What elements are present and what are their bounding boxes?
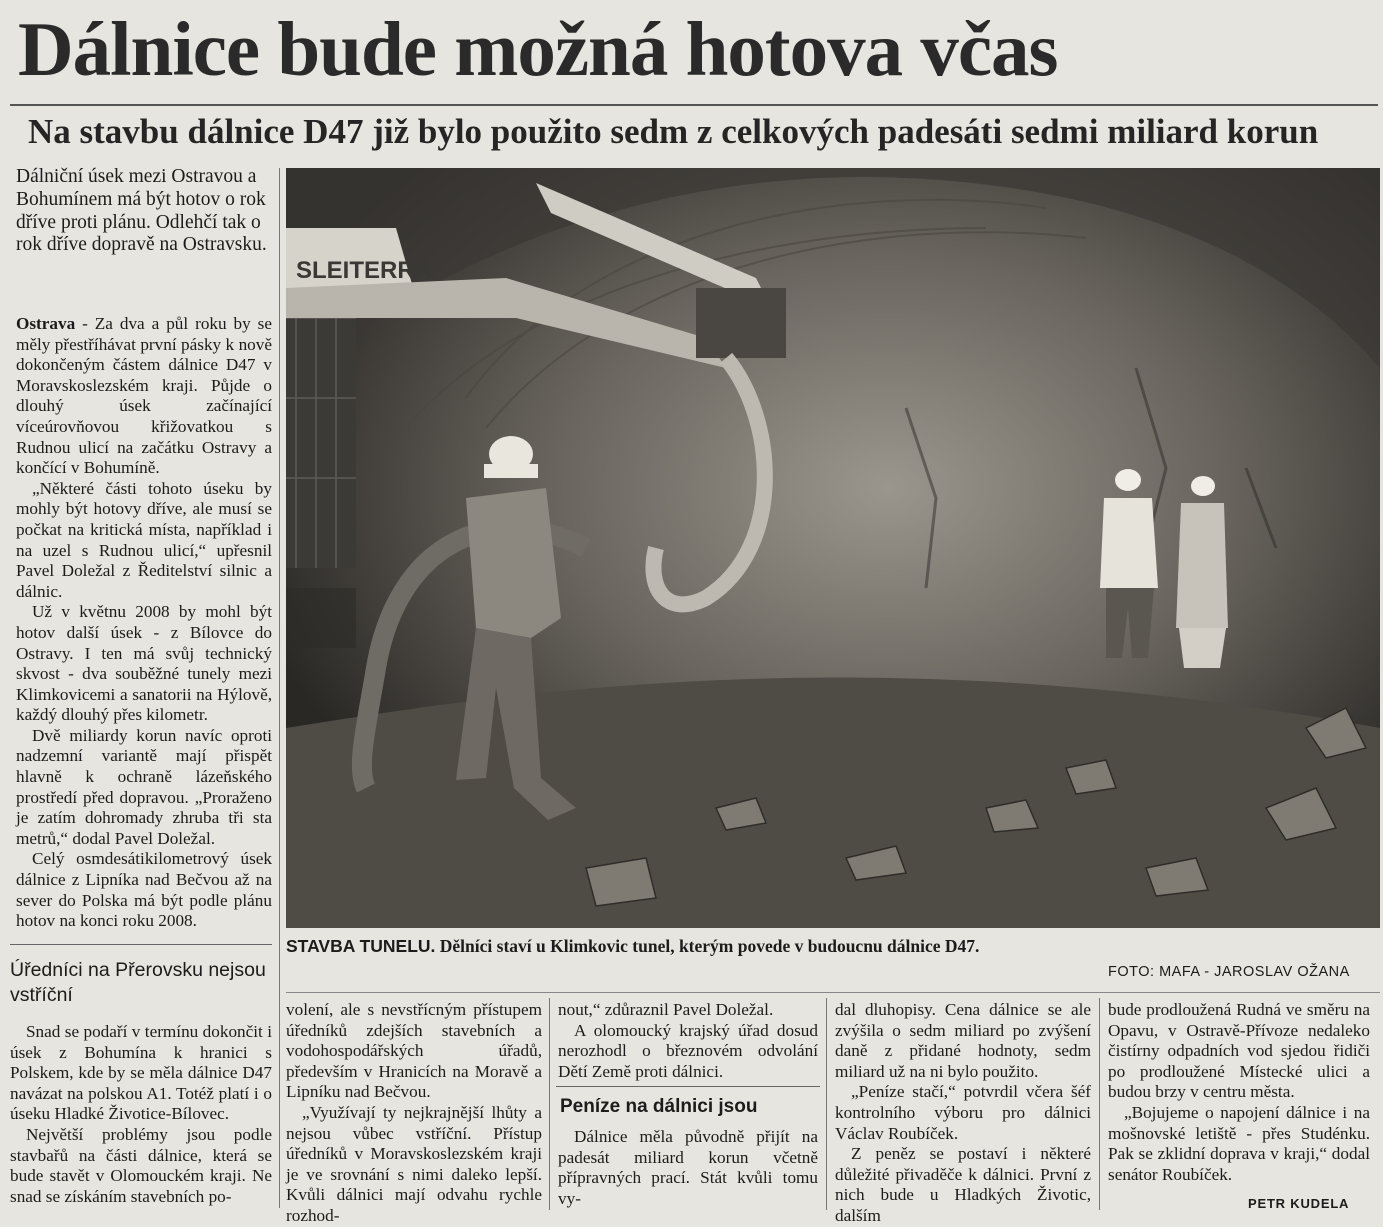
column-1	[16, 314, 272, 932]
column-1-paragraph-4: Dvě miliardy korun navíc oproti nadzemní variantě mají přispět hlavně k ochraně lázeňského prostředí před dopravou. „Proraženo je zatím dohromady zhruba tři sta metrů,“ dodal Pavel Doležal.	[16, 725, 272, 848]
column-5	[1108, 1000, 1370, 1185]
column-divider	[549, 998, 550, 1210]
column-divider	[826, 998, 827, 1210]
column-3-paragraph-2: A olomoucký krajský úřad dosud nerozhodl o březnovém odvolání Dětí Země proti dálnici.	[558, 1020, 818, 1081]
subheadline: Na stavbu dálnice D47 již bylo použito sedm z celkových padesáti sedmi miliard korun	[28, 112, 1319, 151]
photo-caption	[286, 936, 1380, 957]
section-2-heading: Peníze na dálnici jsou	[560, 1096, 758, 1117]
column-3-continued	[558, 1127, 818, 1209]
column-2-paragraph-2: „Využívají ty nejkrajnější lhůty a nejsou vůbec vstříční. Přístup úředníků v Moravskoslezském kraji je ve srovnání s nimi daleko lepší. Kvůli dálnici mají odvahu rychle rozhod-	[286, 1102, 542, 1225]
column-3	[558, 1000, 818, 1082]
dateline: Ostrava	[16, 314, 76, 333]
column-4-paragraph-1: dal dluhopisy. Cena dálnice se ale zvýšila o sedm miliard po zvýšení daně z přidané hodnoty, sedm miliard už na ni bylo použito.	[835, 1000, 1091, 1081]
headline: Dálnice bude možná hotova včas	[18, 6, 1058, 92]
column-4-paragraph-2: „Peníze stačí,“ potvrdil včera šéf kontrolního výboru pro dálnici Václav Roubíček.	[835, 1082, 1091, 1143]
column-divider	[1099, 998, 1100, 1210]
column-5-paragraph-1: bude prodloužená Rudná ve směru na Opavu, v Ostravě-Přívoze nedaleko čistírny odpadních vod sjedou řidiči po prodloužené Místecké ulici a budou brzy v centru města.	[1108, 1000, 1370, 1102]
column-1-paragraph-2: „Některé části tohoto úseku by mohly být hotovy dříve, ale musí se počkat na kritická místa, například i na uzel s Rudnou ulicí,“ upřesnil Pavel Doležal z Ředitelství silnic a dálnic.	[16, 478, 272, 601]
section-2-rule	[556, 1086, 820, 1087]
section-1-heading: Úředníci na Přerovsku nejsou vstříční	[10, 959, 266, 1006]
column-2-paragraph-1: volení, ale s nevstřícným přístupem úředníků zdejších stavebních a vodohospodářských úřadů, především v Hranicích na Moravě a Lipníku nad Bečvou.	[286, 1000, 542, 1102]
column-3-paragraph-1: nout,“ zdůraznil Pavel Doležal.	[558, 1000, 774, 1019]
column-1-paragraph-5: Celý osmdesátikilometrový úsek dálnice z Lipníka nad Bečvou až na sever do Polska má být podle plánu hotov na konci roku 2008.	[16, 849, 272, 931]
headline-rule	[10, 104, 1378, 106]
caption-text: Dělníci staví u Klimkovic tunel, kterým povede v budoucnu dálnice D47.	[435, 936, 980, 956]
column-divider	[279, 168, 280, 1208]
photo-credit: FOTO: MAFA - JAROSLAV OŽANA	[1108, 964, 1350, 980]
column-4-paragraph-3: Z peněz se postaví i některé důležité přivaděče k dálnici. První z nich bude u Hladkých Životic, dalším	[835, 1144, 1091, 1225]
section-1-paragraph-1: Snad se podaří v termínu dokončit i úsek z Bohumína k hranici s Polskem, kde by se měla dálnice D47 navázat na polskou A1. Totéž platí i o úseku Hladké Životice-Bílovec.	[10, 1022, 272, 1124]
lead-paragraph: Dálniční úsek mezi Ostravou a Bohumínem má být hotov o rok dříve proti plánu. Odlehčí tak o rok dříve dopravě na Ostravsku.	[16, 166, 267, 256]
column-1-paragraph-3: Už v květnu 2008 by mohl být hotov další úsek - z Bílovce do Ostravy. I ten má svůj technický skvost - dva souběžné tunely mezi Klimkovicemi a sanatorii na Hýlově, každý dlouhý přes kilometr.	[16, 602, 272, 725]
column-2	[286, 1000, 542, 1227]
tunnel-photo-illustration	[286, 168, 1380, 928]
column-1-p1-text: - Za dva a půl roku by se měly přestříhávat první pásky k nově dokončeným částem dálnice D47 v Moravskoslezském kraji. Půjde o dlouhý úsek začínající víceúrovňovou křižovatkou s Rudnou ulicí na začátku Ostravy a končící v Bohumíně.	[16, 314, 272, 478]
column-3-paragraph-3: Dálnice měla původně přijít na padesát miliard korun včetně přípravných prací. Stát kvůli tomu vy-	[558, 1127, 818, 1208]
section-rule	[10, 944, 272, 945]
section-1-text	[10, 1022, 272, 1207]
column-5-paragraph-2: „Bojujeme o napojení dálnice i na mošnovské letiště - přes Studénku. Pak se zklidní doprava v kraji,“ dodal senátor Roubíček.	[1108, 1102, 1370, 1184]
column-1-paragraph-1	[16, 314, 272, 479]
photo-bottom-rule	[286, 992, 1380, 993]
tunnel-photo	[286, 168, 1380, 928]
section-1-paragraph-2: Největší problémy jsou podle stavbařů na části dálnice, která se bude stavět v Olomouckém kraji. Ne snad se získáním stavebních po-	[10, 1124, 272, 1206]
caption-label: STAVBA TUNELU.	[286, 936, 436, 956]
column-4	[835, 1000, 1091, 1227]
machine-label: SLEITERRA	[296, 257, 433, 284]
author-byline: PETR KUDELA	[1248, 1196, 1350, 1211]
